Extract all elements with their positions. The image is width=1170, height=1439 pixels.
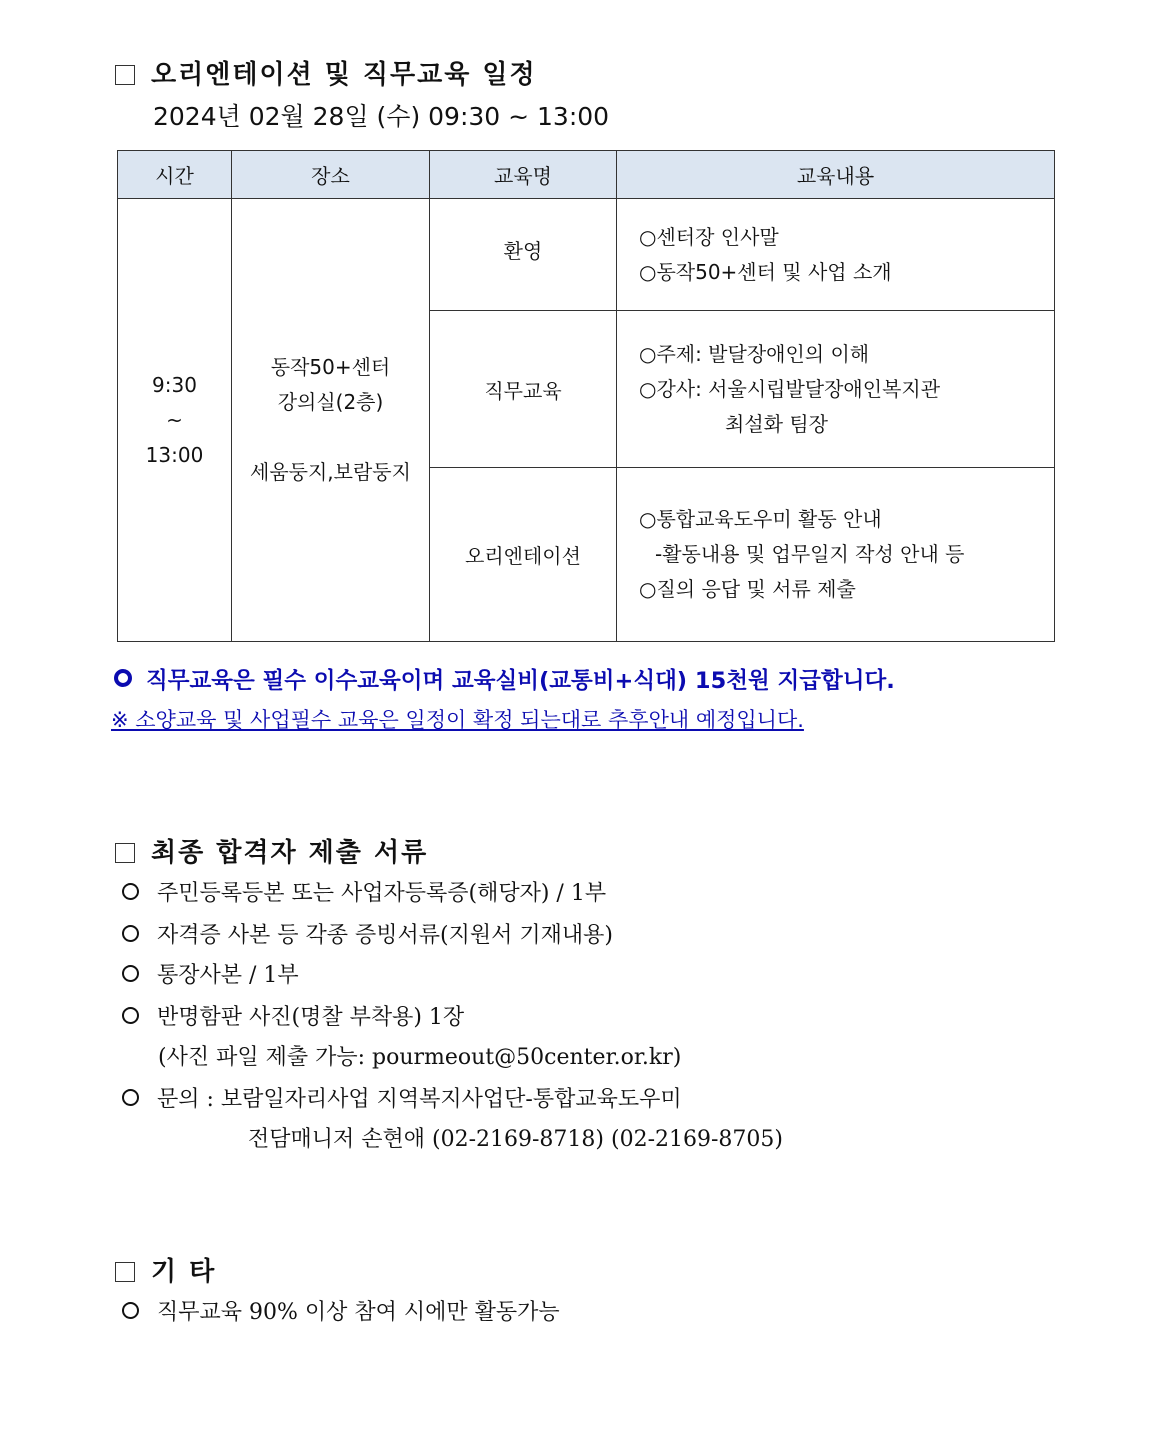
schedule-table <box>117 150 1055 642</box>
list-item <box>122 918 613 949</box>
content-line: ○센터장 인사말 <box>639 224 779 249</box>
list-item-text: 자격증 사본 등 각종 증빙서류(지원서 기재내용) <box>157 923 613 948</box>
header-content: 교육내용 <box>617 151 1055 199</box>
course-name: 직무교육 <box>430 311 617 468</box>
section2-heading <box>115 832 428 869</box>
time-end: 13:00 <box>145 442 204 467</box>
note: ※ 소양교육 및 사업필수 교육은 일정이 확정 되는대로 추후안내 예정입니다. <box>111 708 804 732</box>
circle-bullet-icon <box>122 1007 139 1024</box>
circle-bullet-icon <box>122 965 139 982</box>
list-item-continued: 전담매니저 손현애 (02-2169-8718) (02-2169-8705) <box>248 1127 784 1152</box>
content-line: ○통합교육도우미 활동 안내 <box>639 507 882 531</box>
list-item-text: 통장사본 / 1부 <box>157 963 299 988</box>
course-content <box>617 311 1055 468</box>
list-item <box>122 1000 464 1031</box>
circle-bullet-icon <box>122 925 139 942</box>
place-line: 세움둥지,보람둥지 <box>250 460 411 484</box>
time-sep: ~ <box>166 407 183 432</box>
course-name: 환영 <box>430 199 617 311</box>
section3-title: 기 타 <box>151 1257 217 1287</box>
list-item-text: 직무교육 90% 이상 참여 시에만 활동가능 <box>157 1300 560 1325</box>
section1-heading <box>115 54 537 91</box>
bullet-icon <box>114 669 132 687</box>
list-item <box>122 958 299 989</box>
header-place: 장소 <box>232 151 430 199</box>
section1-title: 오리엔테이션 및 직무교육 일정 <box>151 60 537 90</box>
place-line: 동작50+센터 <box>270 355 391 379</box>
course-content <box>617 199 1055 311</box>
checkbox-icon <box>115 1262 135 1282</box>
circle-bullet-icon <box>122 883 139 900</box>
list-item <box>122 876 606 907</box>
header-time: 시간 <box>118 151 232 199</box>
section2-title: 최종 합격자 제출 서류 <box>151 838 429 868</box>
time-start: 9:30 <box>152 372 197 397</box>
content-line: ○주제: 발달장애인의 이해 <box>639 341 870 366</box>
header-course: 교육명 <box>430 151 617 199</box>
section3-heading <box>115 1251 216 1288</box>
list-item-continued: (사진 파일 제출 가능: pourmeout@50center.or.kr) <box>158 1045 682 1070</box>
list-item <box>122 1295 560 1326</box>
circle-bullet-icon <box>122 1089 139 1106</box>
content-line: -활동내용 및 업무일지 작성 안내 등 <box>655 542 965 566</box>
schedule-date: 2024년 02월 28일 (수) 09:30 ~ 13:00 <box>153 102 610 131</box>
course-name: 오리엔테이션 <box>430 468 617 642</box>
place-line: 강의실(2층) <box>277 390 384 414</box>
list-item-text: 문의 : 보람일자리사업 지역복지사업단-통합교육도우미 <box>157 1087 682 1112</box>
list-item-text: 주민등록등본 또는 사업자등록증(해당자) / 1부 <box>157 881 607 906</box>
content-line: 최설화 팀장 <box>725 411 828 436</box>
time-cell <box>118 199 232 642</box>
notice <box>114 663 895 695</box>
circle-bullet-icon <box>122 1302 139 1319</box>
list-item-text: 반명함판 사진(명찰 부착용) 1장 <box>157 1005 465 1030</box>
course-content <box>617 468 1055 642</box>
checkbox-icon <box>115 65 135 85</box>
place-cell <box>232 199 430 642</box>
notice-text: 직무교육은 필수 이수교육이며 교육실비(교통비+식대) 15천원 지급합니다. <box>146 668 895 694</box>
content-line: ○동작50+센터 및 사업 소개 <box>639 259 892 284</box>
list-item <box>122 1082 682 1113</box>
checkbox-icon <box>115 843 135 863</box>
content-line: ○강사: 서울시립발달장애인복지관 <box>639 376 941 401</box>
content-line: ○질의 응답 및 서류 제출 <box>639 577 856 601</box>
